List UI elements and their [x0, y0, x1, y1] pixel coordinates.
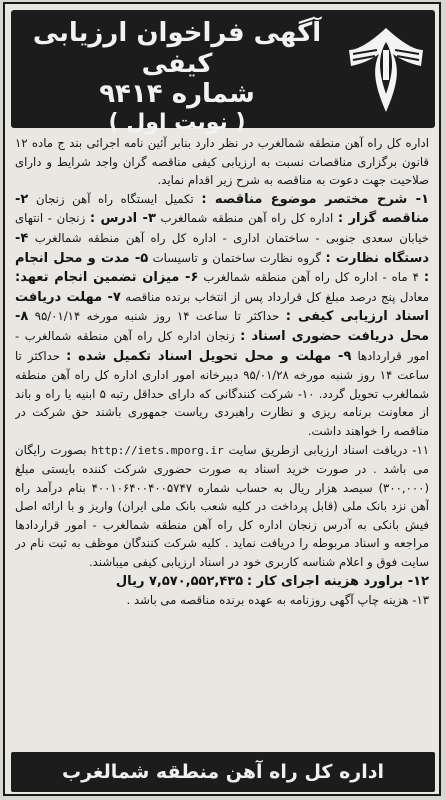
item-5-label: ۵- مدت و محل انجام : [15, 250, 429, 286]
announcement-body [15, 134, 429, 744]
item-4-text: گروه نظارت ساختمان و تاسیسات [152, 250, 322, 265]
item-1-label: ۱- شرح مختصر موضوع مناقصه : [201, 191, 429, 207]
item-3-label: ۳- ادرس : [89, 211, 156, 227]
title-line-1: آگهی فراخوان ارزیابی کیفی [32, 18, 322, 79]
item-12-label: ۱۲- براورد هزینه اجرای کار : [246, 573, 429, 589]
item-6-label: ۶- میزان تضمین انجام تعهد: [15, 270, 199, 286]
title-line-2: شماره ۹۴۱۴ [99, 79, 255, 110]
item-9-text: حداکثر تا ساعت ۱۴ روز شنبه مورخه ۹۵/۰۱/۲۸ دبیرخانه امور اداری اداره کل راه آهن منطقه شمالغرب تحویل گردد. [15, 348, 429, 401]
newspaper-clipping [3, 2, 441, 796]
item-11-url[interactable]: http://iets.mporg.ir [91, 443, 224, 457]
item-10-text: که دارای حداقل رتبه ۵ ابنیه یا راه و باند از معاونت برنامه ریزی و نظارت راهبردی ریاست جمهوری باشند حق شرکت در مناقصه را خواهند داشت. [15, 386, 429, 438]
item-4-label: ۴- دستگاه نظارت : [15, 230, 429, 266]
railway-emblem-icon [343, 20, 429, 118]
item-11-before-url: ۱۱- دریافت اسناد ارزیابی ازطریق سایت [228, 442, 429, 457]
item-6-text: معادل پنج درصد مبلغ کل قرارداد پس از انتخاب برنده مناقصه [125, 289, 429, 304]
item-12-paragraph [15, 572, 429, 592]
announcement-header [11, 10, 435, 136]
item-11-paragraph [15, 441, 429, 572]
item-8-label: ۸- محل دریافت حضوری اسناد : [15, 309, 429, 344]
items-paragraph [15, 190, 429, 441]
item-5-text: ۴ ماه - اداره کل راه آهن منطقه شمالغرب [203, 270, 419, 285]
item-13-paragraph: ۱۳- هزینه چاپ آگهی روزنامه به عهده برنده مناقصه می باشد . [126, 593, 429, 608]
title-line-3: ( نوبت اول ) [108, 110, 246, 136]
item-1-text: تکمیل ایستگاه راه آهن زنجان [35, 191, 194, 206]
intro-paragraph: اداره کل راه آهن منطقه شمالغرب در نظر دارد بنابر آئین نامه اجرائی بند ج ماده ۱۲ قانون برگزاری مناقصات نسبت به ارزیابی کیفی مناقصه گران واجد شرایط و دارای صلاحیت جهت دعوت به مناقصه به شرح زیر اقدام نماید. [15, 136, 429, 188]
announcement-footer: اداره کل راه آهن منطقه شمالغرب [11, 752, 435, 792]
announcement-title [17, 18, 337, 136]
item-2-text: اداره کل راه آهن منطقه شمالغرب [160, 211, 334, 226]
item-8-text: زنجان اداره کل راه آهن منطقه شمالغرب - امور قراردادها [15, 328, 429, 363]
item-12-amount: ۷,۵۷۰,۵۵۲,۴۳۵ ریال [115, 573, 244, 589]
item-11-after-url: بصورت رایگان می باشد . در صورت خرید اسناد به صورت حضوری شرکت کننده بایستی مبلغ (۳۰۰,۰۰۰) سیصد هزار ریال به حساب شماره ۴۰۰۱۰۶۴۰۰۴۰۰۵۷۴۷ بنام درآمد راه آهن نزد بانک ملی (قابل پرداخت در کلیه شعب بانک ملی ایران) واریز و با ارائه اصل فیش بانکی به آدرس زنجان اداره کل راه آهن منطقه شمالغرب - امور قراردادها مراجعه و اسناد مربوطه را دریافت نماید . کلیه شرکت کنندگان موظف به ثبت نام در سایت فوق و اعلام شناسه کاربری خود در اسناد ارزیابی کیفی میباشند. [15, 442, 429, 570]
item-3-text: زنجان - انتهای خیابان سعدی جنوبی - ساختمان اداری - اداره کل راه آهن منطقه شمالغرب [15, 211, 429, 245]
item-9-label: ۹- مهلت و محل تحویل اسناد تکمیل شده : [66, 348, 352, 364]
item-7-text: حداکثر تا ساعت ۱۴ روز شنبه مورخه ۹۵/۰۱/۱۴ [34, 309, 280, 324]
item-7-label: ۷- مهلت دریافت اسناد ارزیابی کیفی : [15, 289, 429, 325]
item-2-label: ۲- مناقصه گزار : [15, 191, 429, 227]
item-10-label: ۱۰- شرکت کنندگانی [215, 386, 315, 401]
